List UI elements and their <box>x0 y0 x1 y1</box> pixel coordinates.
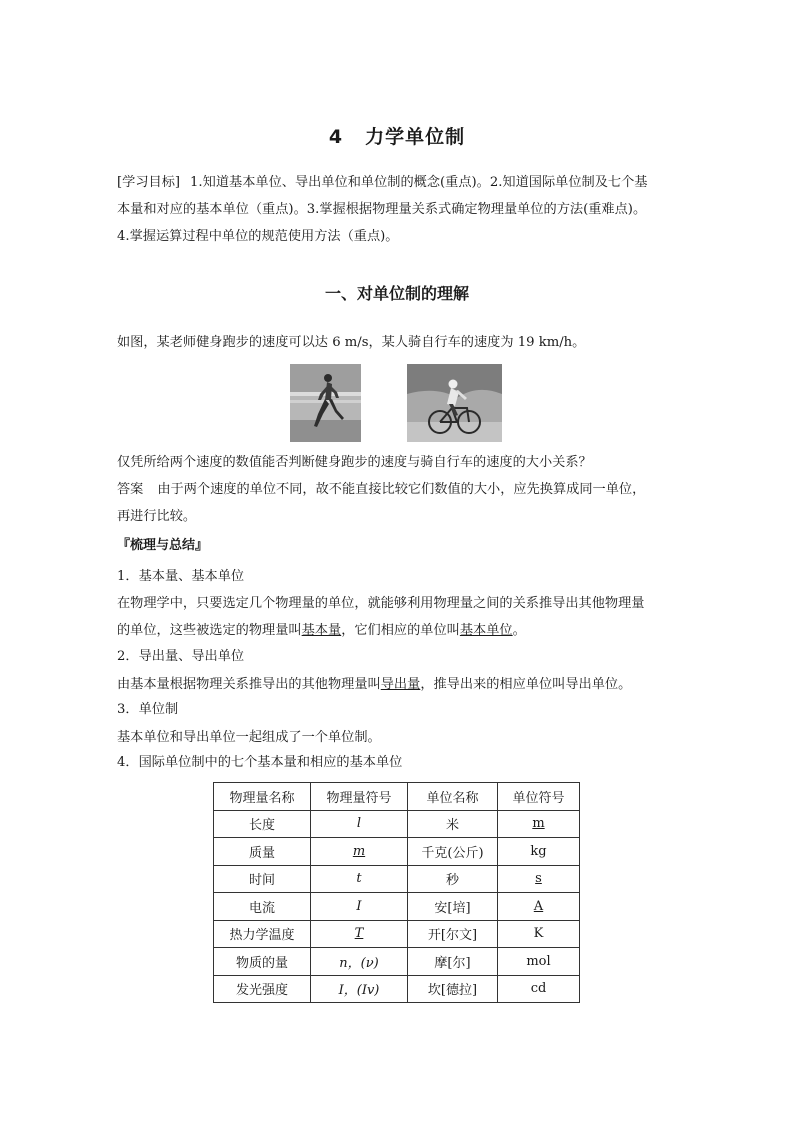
point-1-line-2a: 的单位，这些被选定的物理量叫 <box>117 623 302 638</box>
summary-label: 『梳理与总结』 <box>117 538 209 553</box>
intro-text: 如图，某老师健身跑步的速度可以达 6 m/s，某人骑自行车的速度为 19 km/h。 <box>117 335 586 350</box>
answer-label: 答案 <box>117 482 144 497</box>
point-1-title: 1．基本量、基本单位 <box>117 569 245 584</box>
answer-block <box>117 476 679 530</box>
unit-name: 安[培] <box>408 893 498 921</box>
table-row <box>214 948 580 976</box>
chapter-number: 4 <box>328 126 344 148</box>
answer-line-2: 再进行比较。 <box>117 509 197 524</box>
quantity-name: 热力学温度 <box>214 920 311 948</box>
point-2-text-b: ，推导出来的相应单位叫导出单位。 <box>420 677 632 692</box>
point-1-text <box>117 590 679 644</box>
si-units-table <box>213 782 580 1003</box>
header-unit-symbol: 单位符号 <box>498 783 580 811</box>
point-2-text-a: 由基本量根据物理关系推导出的其他物理量叫 <box>117 677 381 692</box>
quantity-name: 时间 <box>214 865 311 893</box>
term-derived-quantity: 导出量 <box>380 677 421 692</box>
chapter-title: 力学单位制 <box>365 126 466 148</box>
point-4-title: 4．国际单位制中的七个基本量和相应的基本单位 <box>117 755 403 770</box>
quantity-symbol: T <box>311 920 408 948</box>
learning-objectives <box>117 169 679 250</box>
table-row <box>214 893 580 921</box>
table-header-row <box>214 783 580 811</box>
point-1-line-2b: ，它们相应的单位叫 <box>341 623 460 638</box>
unit-name: 米 <box>408 810 498 838</box>
quantity-symbol: I，(Iv) <box>311 975 408 1003</box>
term-base-unit: 基本单位 <box>459 623 513 638</box>
quantity-name: 质量 <box>214 838 311 866</box>
unit-name: 坎[德拉] <box>408 975 498 1003</box>
objectives-line-3: 4.掌握运算过程中单位的规范使用方法（重点)。 <box>117 229 399 244</box>
unit-symbol: A <box>498 893 580 921</box>
quantity-name: 发光强度 <box>214 975 311 1003</box>
objectives-line-2: 本量和对应的基本单位（重点)。3.掌握根据物理量关系式确定物理量单位的方法(重难点)。 <box>117 202 647 217</box>
quantity-symbol: l <box>311 810 408 838</box>
quantity-symbol: n，(ν) <box>311 948 408 976</box>
objectives-line-1: 1.知道基本单位、导出单位和单位制的概念(重点)。2.知道国际单位制及七个基 <box>190 175 648 190</box>
table-row <box>214 975 580 1003</box>
page-title <box>0 122 794 149</box>
unit-symbol: K <box>498 920 580 948</box>
quantity-name: 长度 <box>214 810 311 838</box>
table-row <box>214 865 580 893</box>
unit-name: 秒 <box>408 865 498 893</box>
unit-symbol: cd <box>498 975 580 1003</box>
quantity-symbol: I <box>311 893 408 921</box>
header-unit-name: 单位名称 <box>408 783 498 811</box>
table-row <box>214 920 580 948</box>
quantity-symbol: m <box>311 838 408 866</box>
quantity-name: 物质的量 <box>214 948 311 976</box>
unit-name: 开[尔文] <box>408 920 498 948</box>
header-quantity-symbol: 物理量符号 <box>311 783 408 811</box>
objectives-tag: [学习目标] <box>117 175 181 190</box>
unit-name: 千克(公斤) <box>408 838 498 866</box>
quantity-symbol: t <box>311 865 408 893</box>
point-2-title: 2．导出量、导出单位 <box>117 649 245 664</box>
point-2-text <box>117 671 679 698</box>
answer-line-1: 由于两个速度的单位不同，故不能直接比较它们数值的大小，应先换算成同一单位， <box>157 482 646 497</box>
term-base-quantity: 基本量 <box>301 623 342 638</box>
unit-symbol: mol <box>498 948 580 976</box>
unit-symbol: s <box>498 865 580 893</box>
point-3-text: 基本单位和导出单位一起组成了一个单位制。 <box>117 730 381 745</box>
question-text: 仅凭所给两个速度的数值能否判断健身跑步的速度与骑自行车的速度的大小关系？ <box>117 455 592 470</box>
section-heading: 一、对单位制的理解 <box>324 284 469 303</box>
header-quantity-name: 物理量名称 <box>214 783 311 811</box>
table-row <box>214 838 580 866</box>
unit-symbol: kg <box>498 838 580 866</box>
table-row <box>214 810 580 838</box>
point-1-line-2c: 。 <box>512 623 526 638</box>
point-1-line-1: 在物理学中，只要选定几个物理量的单位，就能够利用物理量之间的关系推导出其他物理量 <box>117 596 645 611</box>
quantity-name: 电流 <box>214 893 311 921</box>
unit-symbol: m <box>498 810 580 838</box>
runner-photo <box>290 364 361 442</box>
unit-name: 摩[尔] <box>408 948 498 976</box>
point-3-title: 3．单位制 <box>117 702 179 717</box>
cyclist-photo <box>407 364 502 442</box>
